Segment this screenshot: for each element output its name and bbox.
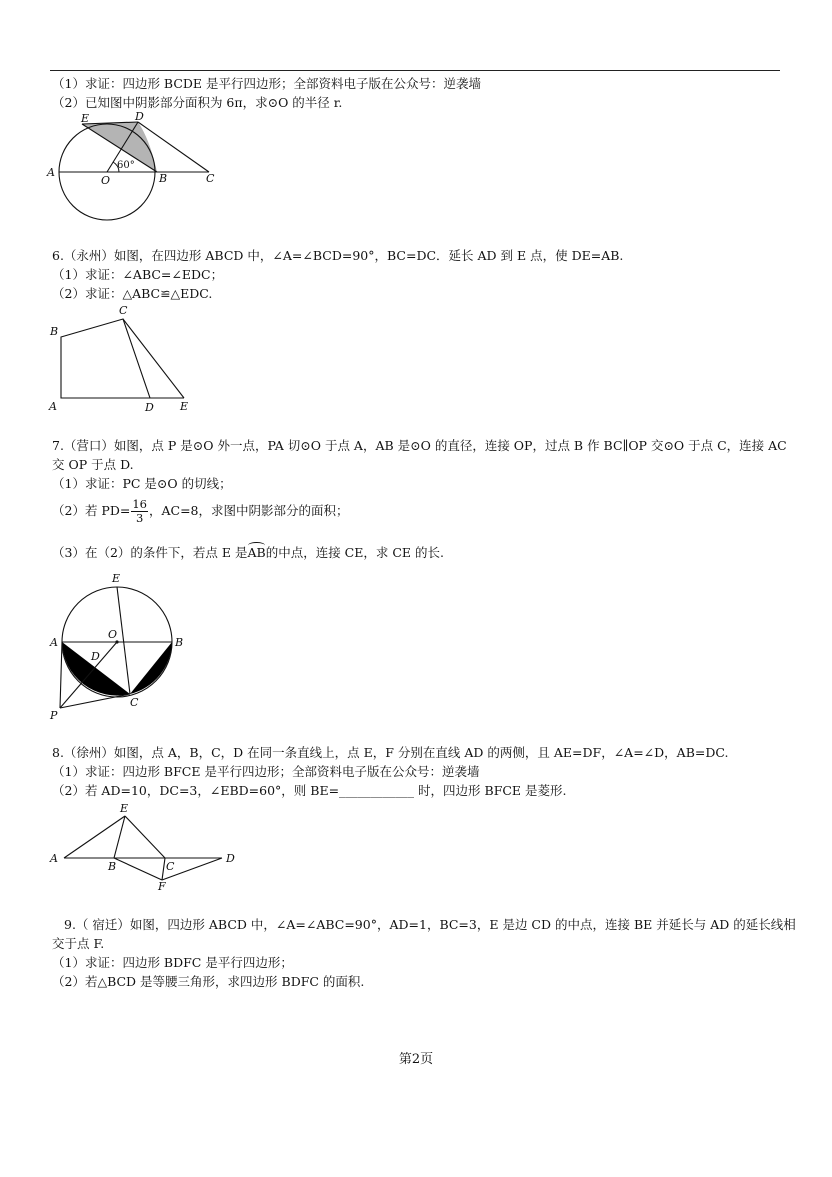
q5-figure (44, 110, 224, 222)
q7-part2 (52, 498, 349, 525)
q5-label-e: E (81, 112, 90, 125)
q7-label-a: A (50, 636, 58, 649)
q8-label-a: A (50, 852, 58, 865)
q6-label-a: A (49, 400, 57, 413)
q6-quadrilateral-abcd (61, 319, 150, 398)
page-number: 第2页 (398, 1052, 434, 1067)
q8-label-e: E (120, 802, 129, 815)
q7-label-o: O (108, 628, 118, 641)
q7-label-e: E (112, 572, 121, 585)
q9-stem-line2: 交于点 F. (52, 936, 105, 951)
q8-line-bf (114, 858, 162, 880)
q7-part3-suffix: 的中点，连接 CE，求 CE 的长. (265, 545, 444, 560)
q5-label-c: C (206, 172, 215, 185)
q7-stem-line1: 7.（营口）如图，点 P 是⊙O 外一点，PA 切⊙O 于点 A，AB 是⊙O 的直径，连接 OP，过点 B 作 BC∥OP 交⊙O 于点 C，连接 AC (52, 438, 787, 453)
top-rule (50, 70, 780, 71)
q7-fraction-numerator: 16 (132, 497, 147, 511)
q6-part1: （1）求证：∠ABC=∠EDC； (52, 267, 224, 282)
q6-figure (44, 302, 204, 416)
q7-line-ec (117, 587, 130, 694)
q6-part2: （2）求证：△ABC≌△EDC. (52, 286, 213, 301)
q7-label-c: C (130, 696, 139, 709)
q7-label-b: B (175, 636, 184, 649)
q7-part2-suffix: ，AC=8，求图中阴影部分的面积； (148, 503, 349, 518)
q9-part1: （1）求证：四边形 BDFC 是平行四边形； (52, 955, 293, 970)
q5-label-d: D (135, 110, 144, 123)
q8-line-cf (162, 858, 165, 880)
q7-fraction (131, 498, 148, 525)
q6-label-d: D (145, 401, 154, 414)
q6-line-ce (123, 319, 184, 398)
q8-line-ec (125, 816, 165, 858)
q5-label-b: B (159, 172, 168, 185)
q7-part2-prefix: （2）若 PD= (52, 503, 131, 518)
q7-stem-line2: 交 OP 于点 D. (52, 457, 134, 472)
q9-part2: （2）若△BCD 是等腰三角形，求四边形 BDFC 的面积. (52, 974, 365, 989)
q5-part2: （2）已知图中阴影部分面积为 6π，求⊙O 的半径 r. (52, 95, 343, 110)
q8-label-f: F (158, 880, 166, 890)
q8-part2: （2）若 AD=10，DC=3，∠EBD=60°，则 BE=____________ 时，四边形 BFCE 是菱形. (52, 783, 567, 798)
q7-part3-prefix: （3）在（2）的条件下，若点 E 是 (52, 545, 248, 560)
q6-stem: 6.（永州）如图，在四边形 ABCD 中，∠A=∠BCD=90°，BC=DC．延长 AD 到 E 点，使 DE=AB. (52, 248, 624, 263)
q7-fraction-denominator: 3 (136, 511, 144, 525)
q7-label-p: P (50, 709, 58, 722)
q7-line-pa (60, 642, 62, 708)
q7-arc-ab: AB (247, 545, 266, 560)
q8-label-d: D (226, 852, 235, 865)
q5-part1: （1）求证：四边形 BCDE 是平行四边形；全部资料电子版在公众号：逆袭墙 (52, 76, 482, 91)
q6-label-b: B (50, 325, 59, 338)
q7-label-d: D (91, 650, 100, 663)
q9-stem-line1: 9.（ 宿迁）如图，四边形 ABCD 中，∠A=∠ABC=90°，AD=1，BC=3，E 是边 CD 的中点，连接 BE 并延长与 AD 的延长线相 (64, 917, 796, 932)
q6-label-e: E (180, 400, 189, 413)
q8-label-c: C (166, 860, 175, 873)
q5-label-o: O (101, 174, 111, 187)
q7-part1: （1）求证：PC 是⊙O 的切线； (52, 476, 232, 491)
q5-angle-label: 60° (117, 160, 135, 171)
q8-figure (44, 800, 244, 890)
q8-part1: （1）求证：四边形 BFCE 是平行四边形；全部资料电子版在公众号：逆袭墙 (52, 764, 480, 779)
q7-figure (44, 568, 194, 724)
q7-part3 (52, 545, 444, 561)
q5-label-a: A (47, 166, 55, 179)
q8-stem: 8.（徐州）如图，点 A，B，C，D 在同一条直线上，点 E，F 分别在直线 AD 的两侧，且 AE=DF，∠A=∠D，AB=DC. (52, 745, 729, 760)
q6-label-c: C (119, 304, 128, 317)
q8-label-b: B (108, 860, 117, 873)
